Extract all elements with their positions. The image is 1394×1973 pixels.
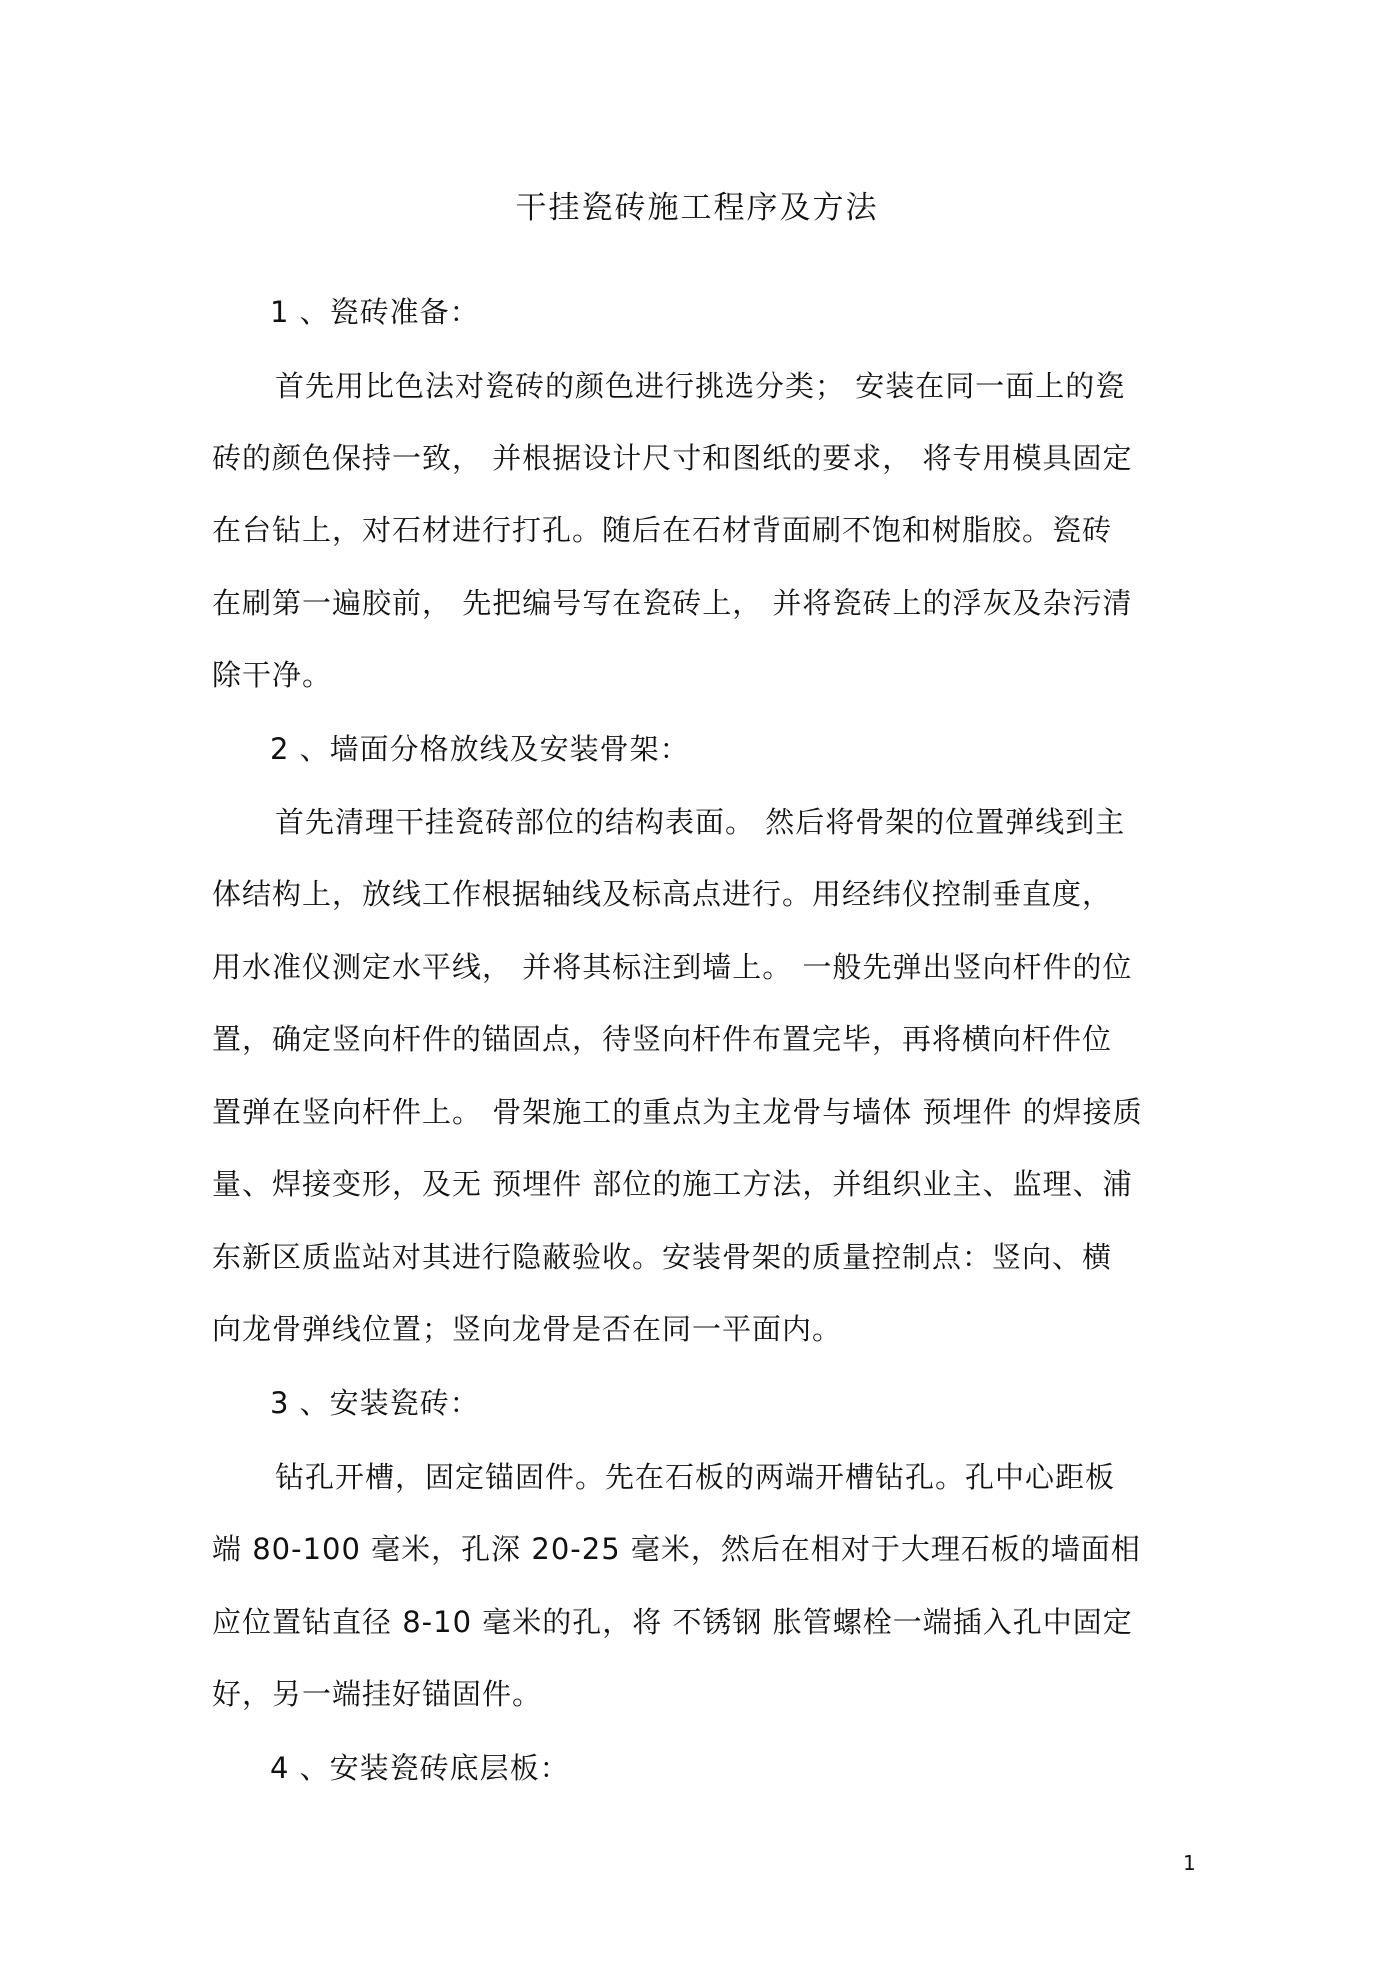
paragraph-line: 用水准仪测定水平线， 并将其标注到墙上。 一般先弹出竖向杆件的位: [212, 950, 1133, 984]
page-number: 1: [1183, 1851, 1196, 1875]
paragraph-line: 端 80-100 毫米，孔深 20-25 毫米，然后在相对于大理石板的墙面相: [212, 1532, 1141, 1566]
paragraph-line: 在刷第一遍胶前， 先把编号写在瓷砖上， 并将瓷砖上的浮灰及杂污清: [212, 586, 1133, 620]
section-heading-4: 4 、安装瓷砖底层板：: [270, 1751, 570, 1785]
paragraph-line: 东新区质监站对其进行隐蔽验收。安装骨架的质量控制点：竖向、横: [212, 1240, 1113, 1274]
section-heading-2: 2 、墙面分格放线及安装骨架：: [270, 732, 690, 766]
paragraph-line: 应位置钻直径 8-10 毫米的孔，将 不锈钢 胀管螺栓一端插入孔中固定: [212, 1605, 1133, 1639]
section-heading-3: 3 、安装瓷砖：: [270, 1386, 480, 1420]
paragraph-line: 钻孔开槽，固定锚固件。先在石板的两端开槽钻孔。孔中心距板: [275, 1460, 1116, 1494]
paragraph-line: 首先清理干挂瓷砖部位的结构表面。 然后将骨架的位置弹线到主: [275, 805, 1126, 839]
paragraph-line: 在台钻上，对石材进行打孔。随后在石材背面刷不饱和树脂胶。瓷砖: [212, 513, 1113, 547]
section-heading-1: 1 、瓷砖准备：: [270, 295, 480, 329]
paragraph-line: 除干净。: [212, 658, 333, 692]
paragraph-line: 体结构上，放线工作根据轴线及标高点进行。用经纬仪控制垂直度，: [212, 877, 1113, 911]
paragraph-line: 量、焊接变形，及无 预埋件 部位的施工方法，并组织业主、监理、浦: [212, 1167, 1133, 1201]
paragraph-line: 置弹在竖向杆件上。 骨架施工的重点为主龙骨与墙体 预埋件 的焊接质: [212, 1095, 1143, 1129]
paragraph-line: 砖的颜色保持一致， 并根据设计尺寸和图纸的要求， 将专用模具固定: [212, 441, 1133, 475]
document-title: 干挂瓷砖施工程序及方法: [515, 190, 879, 226]
paragraph-line: 向龙骨弹线位置；竖向龙骨是否在同一平面内。: [212, 1312, 843, 1346]
paragraph-line: 置，确定竖向杆件的锚固点，待竖向杆件布置完毕，再将横向杆件位: [212, 1022, 1113, 1056]
paragraph-line: 首先用比色法对瓷砖的颜色进行挑选分类； 安装在同一面上的瓷: [275, 369, 1126, 403]
paragraph-line: 好，另一端挂好锚固件。: [212, 1677, 543, 1711]
